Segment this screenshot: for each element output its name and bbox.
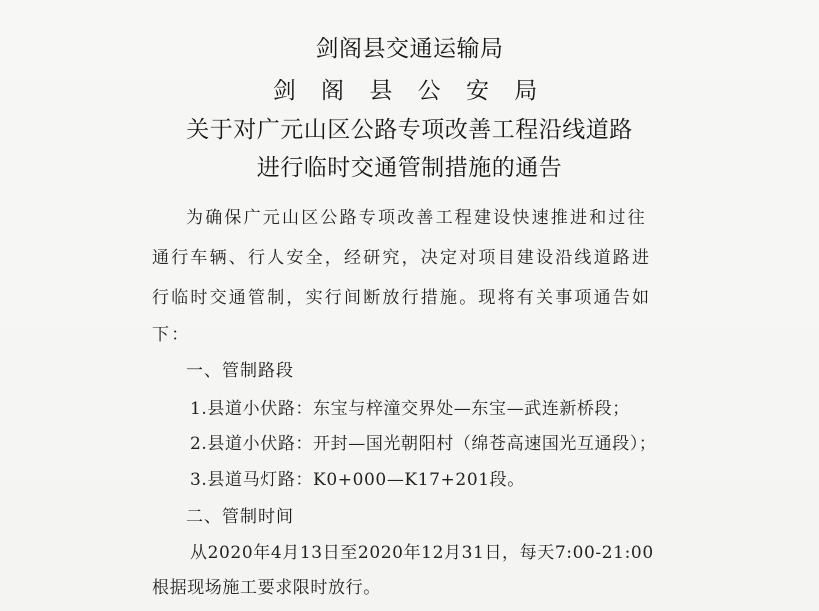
issuer-transport-bureau: 剑阁县交通运输局 <box>315 36 504 62</box>
notice-title-line-1: 关于对广元山区公路专项改善工程沿线道路 <box>186 117 633 143</box>
section-heading-control-time: 二、管制时间 <box>186 507 294 527</box>
issuer-public-security-bureau: 剑 阁 县 公 安 局 <box>272 78 547 104</box>
intro-line-4: 下： <box>152 325 191 345</box>
control-road-item-1: 1.县道小伏路：东宝与梓潼交界处—东宝—武连新桥段； <box>190 399 630 419</box>
intro-line-2: 通行车辆、行人安全，经研究，决定对项目建设沿线道路进 <box>152 248 652 268</box>
intro-line-1: 为确保广元山区公路专项改善工程建设快速推进和过往 <box>186 208 647 228</box>
control-time-line-2: 根据现场施工要求限时放行。 <box>152 578 381 598</box>
section-heading-control-roads: 一、管制路段 <box>186 361 294 381</box>
control-road-item-3: 3.县道马灯路：K0+000—K17+201段。 <box>190 470 525 490</box>
intro-line-3: 行临时交通管制，实行间断放行措施。现将有关事项通告如 <box>152 288 652 308</box>
control-road-item-2: 2.县道小伏路：开封—国光朝阳村（绵苍高速国光互通段）； <box>190 434 657 454</box>
notice-title-line-2: 进行临时交通管制措施的通告 <box>256 155 563 181</box>
control-time-line-1: 从2020年4月13日至2020年12月31日，每天7:00-21:00 <box>190 543 654 563</box>
